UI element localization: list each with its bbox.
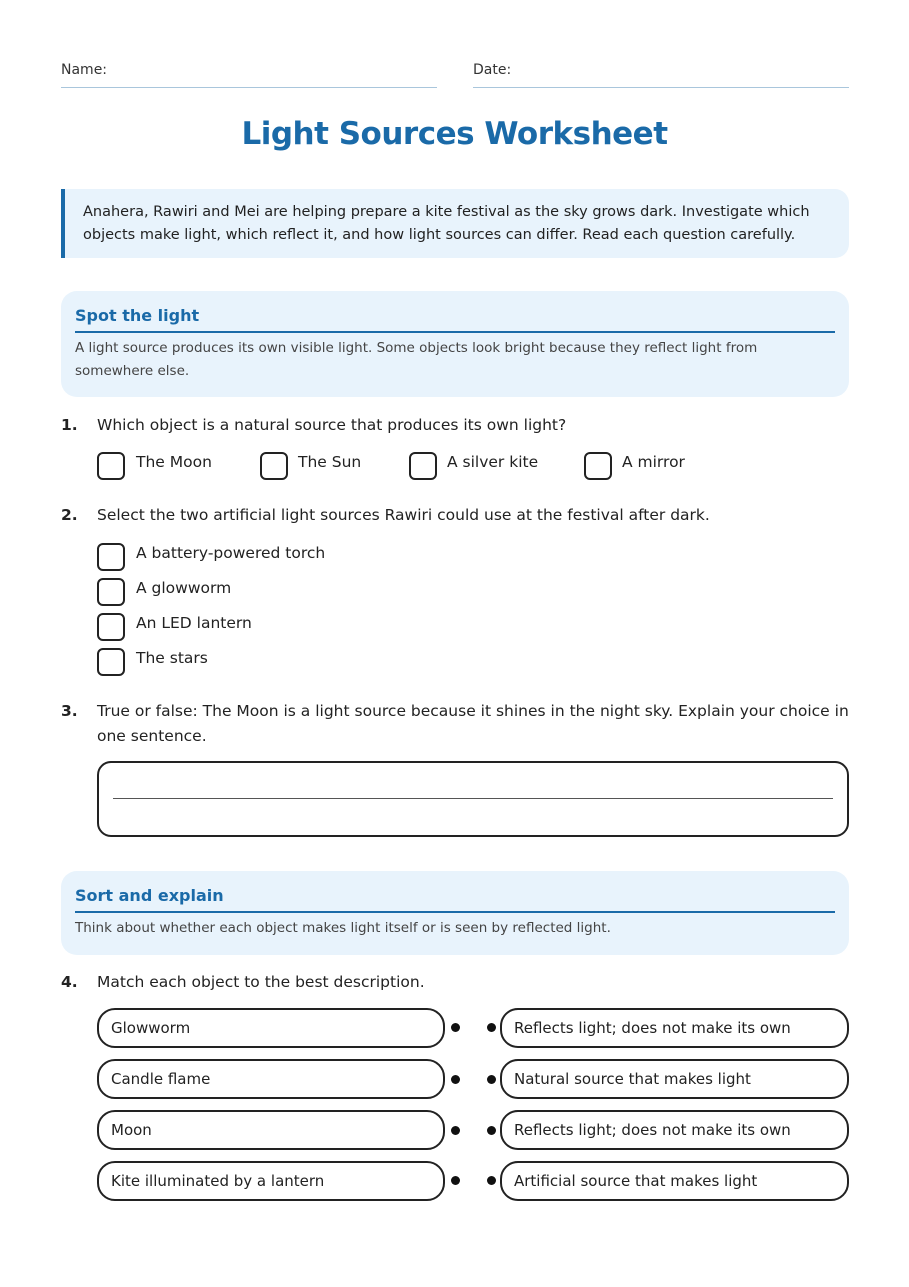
name-date-row: [61, 62, 849, 88]
question-text: True or false: The Moon is a light source because it shines in the night sky. Explain your choice in one sentence.: [97, 702, 849, 745]
page-title: Light Sources Worksheet: [241, 116, 668, 152]
question-text: Select the two artificial light sources Rawiri could use at the festival after dark.: [97, 506, 710, 524]
option-label: A glowworm: [136, 579, 232, 597]
section-title: Spot the light: [75, 305, 835, 333]
match-item-left[interactable]: Moon: [97, 1110, 445, 1150]
match-item-left[interactable]: Candle flame: [97, 1059, 445, 1099]
option-label: The Moon: [136, 453, 212, 471]
match-dot-left[interactable]: [451, 1023, 460, 1032]
answer-box-q3[interactable]: [97, 761, 849, 837]
checkbox-q2-option-4[interactable]: [97, 648, 125, 676]
checkbox-q1-option-3[interactable]: [409, 452, 437, 480]
match-dot-right[interactable]: [487, 1075, 496, 1084]
match-item-right[interactable]: Reflects light; does not make its own: [500, 1008, 849, 1048]
option-label: An LED lantern: [136, 614, 252, 632]
answer-line: [113, 798, 833, 799]
option-label: A battery-powered torch: [136, 544, 326, 562]
question-number: 2.: [61, 506, 78, 524]
checkbox-q2-option-1[interactable]: [97, 543, 125, 571]
match-item-left[interactable]: Kite illuminated by a lantern: [97, 1161, 445, 1201]
section-description: Think about whether each object makes light itself or is seen by reflected light.: [75, 920, 611, 936]
section-sort-and-explain: [61, 871, 849, 955]
option-label: The stars: [136, 649, 208, 667]
date-label: Date:: [473, 62, 512, 78]
match-dot-left[interactable]: [451, 1176, 460, 1185]
checkbox-q2-option-3[interactable]: [97, 613, 125, 641]
match-dot-left[interactable]: [451, 1075, 460, 1084]
option-label: The Sun: [298, 453, 362, 471]
checkbox-q1-option-4[interactable]: [584, 452, 612, 480]
checkbox-q1-option-2[interactable]: [260, 452, 288, 480]
match-item-right[interactable]: Natural source that makes light: [500, 1059, 849, 1099]
intro-callout: Anahera, Rawiri and Mei are helping prepare a kite festival as the sky grows dark. Investigate which objects make light, which reflect it, and how light sources can differ. Read each question carefully.: [61, 189, 849, 258]
match-item-right[interactable]: Reflects light; does not make its own: [500, 1110, 849, 1150]
question-number: 1.: [61, 416, 78, 434]
checkbox-q2-option-2[interactable]: [97, 578, 125, 606]
match-item-right[interactable]: Artificial source that makes light: [500, 1161, 849, 1201]
section-spot-the-light: [61, 291, 849, 397]
name-label: Name:: [61, 62, 108, 78]
match-dot-right[interactable]: [487, 1126, 496, 1135]
match-dot-right[interactable]: [487, 1023, 496, 1032]
match-dot-left[interactable]: [451, 1126, 460, 1135]
question-number: 4.: [61, 973, 78, 991]
name-field[interactable]: [61, 62, 437, 88]
match-item-left[interactable]: Glowworm: [97, 1008, 445, 1048]
option-label: A silver kite: [447, 453, 539, 471]
section-description: A light source produces its own visible light. Some objects look bright because they reflect light from somewhere else.: [75, 340, 758, 379]
match-dot-right[interactable]: [487, 1176, 496, 1185]
question-text: Match each object to the best description.: [97, 973, 425, 991]
option-label: A mirror: [622, 453, 685, 471]
date-field[interactable]: [473, 62, 849, 88]
question-text: Which object is a natural source that produces its own light?: [97, 416, 567, 434]
section-title: Sort and explain: [75, 885, 835, 913]
question-number: 3.: [61, 702, 78, 720]
checkbox-q1-option-1[interactable]: [97, 452, 125, 480]
